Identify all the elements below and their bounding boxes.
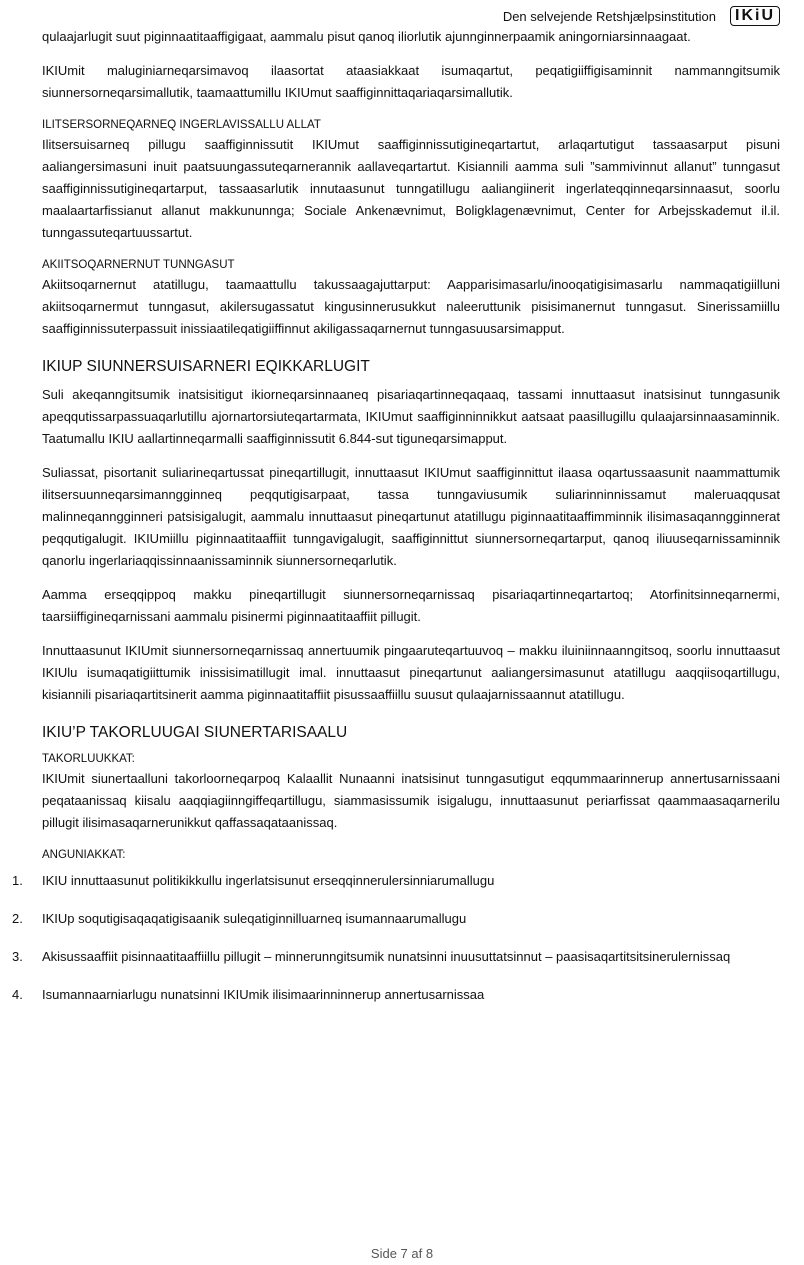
- page-header: [503, 6, 780, 26]
- section-heading: AKIITSOQARNERNUT TUNNGASUT: [42, 259, 235, 271]
- paragraph: qulaajarlugit suut piginnaatitaaffigigaat, aammalu pisut qanoq iliorlutik ajunnginnerpaamik aningorniarsinnaagaat.: [42, 29, 691, 44]
- paragraph: IKIUmit siunertaalluni takorloorneqarpoq Kalaallit Nunaanni inatsisinut tunngasutigut eqqummaarinnerup annertusarnissaani peqataanissaq kiisalu aaqqiagiinngiffeqartillugu, siammasissumik isigalugu, innuttaasunut periarfissat qaammaasaqarnerilu pillugit ilisimasaqarnerunikkut qaffassaqataanissaq.: [42, 771, 780, 830]
- list-number: 1.: [12, 873, 23, 888]
- list-item: [12, 908, 780, 930]
- list-item-text: Akisussaaffiit pisinnaatitaaffiillu pillugit – minnerunngitsumik nunatsinni inuusuttatsinnut – paasisaqartitsitsinerulernissaq: [42, 949, 731, 964]
- section-title: IKIUP SIUNNERSUISARNERI EQIKKARLUGIT: [42, 358, 370, 375]
- list-item: [12, 870, 780, 892]
- paragraph: Innuttaasunut IKIUmit siunnersorneqarnissaq annertuumik pingaaruteqartuuvoq – makku iluiniinnaanngitsoq, soorlu innuttaasut IKIUlu isumaqatigiittumik inissisimatillugit imal. innuttaasut pineqartunut aaliangersimasunut atatillugu aaqqiisoqartillugu, kisiannili pisariaqartitsinerit aamma piginnaatitaffiit pisussaaffiillu suusut qulaajarnissaannut atatillugu.: [42, 643, 780, 702]
- ikiu-logo: IKiU: [730, 6, 780, 26]
- paragraph: Suliassat, pisortanit suliarineqartussat pineqartillugit, innuttaasut IKIUmut saaffiginnittut ilaasa oqartussaasunit naammattumik ilitsersuunneqarsimanngginneq peqqutigisarpaat, tassa tunngaviusumik suliarinninnissamut maleruaqqusat malinneqanngginneri patsisigalugit, aammalu innuttaasut pineqartunut atatillugu piginnaatitaaffimminnik ilisimasaqanngginnerat peqqutigalugit. IKIUmiillu piginnaatitaaffiit tunngavigalugit, saaffiginnittut siunnersorneqartarput, qanoq iliuuseqarnissaminnik qanorlu ingerlariaqqissinnaanissaminnik siunnersorneqarlutik.: [42, 465, 780, 568]
- list-item: [12, 946, 780, 968]
- list-number: 4.: [12, 987, 23, 1002]
- list-number: 2.: [12, 911, 23, 926]
- paragraph: Suli akeqanngitsumik inatsisitigut ikiorneqarsinnaaneq pisariaqartinneqaqaaq, tassami innuttaasut inatsisinut tunngasunik apeqqutissarpassuaqarlutillu ajornartorsiuteqartarmata, IKIUmut saaffiginninnikkut aatsaat paasillugillu qulaajarsinnaasaminnik. Taatumallu IKIU aallartinneqarmalli saaffiginnissutit 6.844-sut tiguneqarsimapput.: [42, 387, 780, 446]
- list-item-text: IKIUp soqutigisaqaqatigisaanik suleqatiginnilluarneq isumannaarumallugu: [42, 911, 467, 926]
- paragraph: Ilitsersuisarneq pillugu saaffiginnissutit IKIUmut saaffiginnissutigineqartartut, arlaqartutigut tassaasarput pisuni aaliangersimasuni inuit paatsuungassuteqarnerannik aallaveqartartut. Kisiannili aamma suli ”sammivinnut allanut” tunngasut saaffiginnissutigineqartarput, tassaasarlutik innutaasunut tunngatillugu aaliangiinerit ingerlateqqinneqarsinnaasut, soorlu maalaartarfissianut allanut makkununnga; Sociale Ankenævnimut, Boligklagenævnimut, Center for Arbejsskademut il.il. tunngassuteqartuussartut.: [42, 137, 780, 240]
- section-heading: TAKORLUUKKAT:: [42, 753, 135, 765]
- paragraph: Akiitsoqarnernut atatillugu, taamaattullu takussaagajuttarput: Aapparisimasarlu/inooqatigisimasarlu nammaqatigiilluni akiitsoqarnermut tunngasut, akilersugassatut kingusinnerusukkut naleeruttunik pisisimanernut tunngasut. Sinerissamiillu saaffiginnissuterpassuit inissiaatileqatigiiffinnut akiligassaqarnernut tunngasuusarsimapput.: [42, 277, 780, 336]
- paragraph: Aamma erseqqippoq makku pineqartillugit siunnersorneqarnissaq pisariaqartinneqartartoq; Atorfinitsinneqarnermi, taarsiiffigineqarnissani aammalu pisinermi piginnaatitaaffiit pillugit.: [42, 587, 780, 624]
- page-number: Side 7 af 8: [370, 1246, 434, 1261]
- goals-list: [12, 870, 780, 1006]
- section-title: IKIU’P TAKORLUUGAI SIUNERTARISAALU: [42, 724, 348, 741]
- list-item: [12, 984, 780, 1006]
- paragraph: IKIUmit maluginiarneqarsimavoq ilaasortat ataasiakkaat isumaqartut, peqatigiiffigisaminnit nammanngitsumik siunnersorneqarsimallutik, taamaattumillu IKIUmut saaffiginnittaqariaqarsimallutik.: [42, 63, 780, 100]
- section-heading: ILITSERSORNEQARNEQ INGERLAVISSALLU ALLAT: [42, 119, 321, 131]
- institution-name: Den selvejende Retshjælpsinstitution: [502, 8, 716, 24]
- document-body: [12, 26, 780, 1022]
- section-heading: ANGUNIAKKAT:: [42, 849, 126, 861]
- list-item-text: IKIU innuttaasunut politikikkullu ingerlatsisunut erseqqinnerulersinniarumallugu: [42, 873, 495, 888]
- list-item-text: Isumannaarniarlugu nunatsinni IKIUmik ilisimaarinninnerup annertusarnissaa: [42, 987, 485, 1002]
- list-number: 3.: [12, 949, 23, 964]
